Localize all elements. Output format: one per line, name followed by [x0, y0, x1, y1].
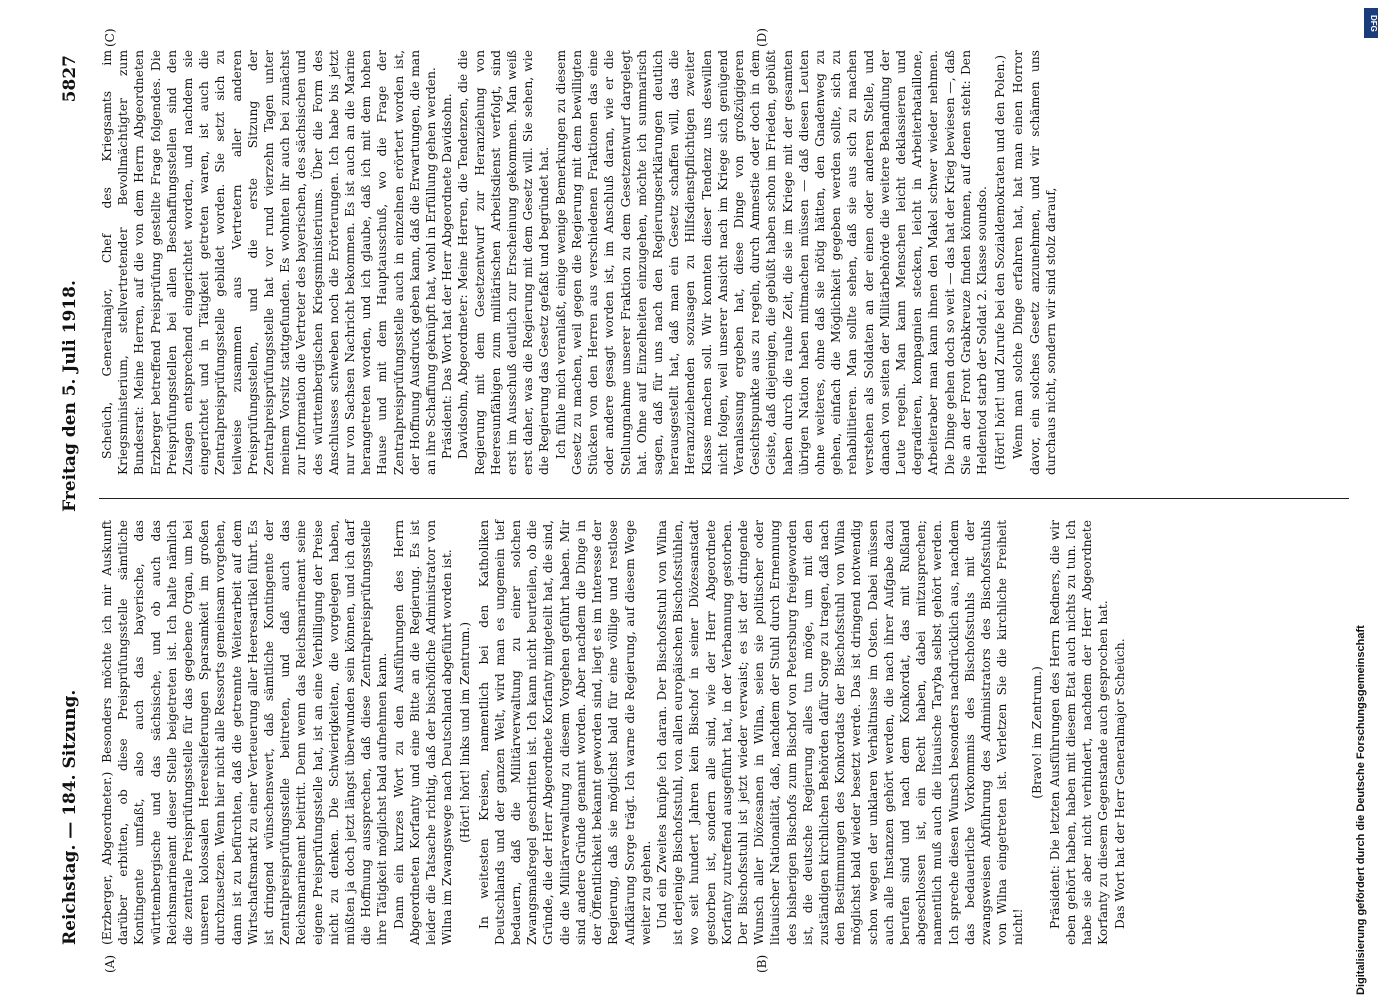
paragraph: Scheüch, Generalmajor, Chef des Kriegsamts im Kriegsministerium, stellvertretender Bevollmächtigter zum Bundesrat: Meine Herren, auf die von dem Herrn Abgeordneten Erzberger betreffend Preisprüfung gestellte Frage folgendes. Die Preisprüfungsstellen bei allen Beschaffungsstellen sind den Zusagen entsprechend eingerichtet worden, und nachdem sie eingerichtet und in Tätigkeit getreten waren, ist auch die Zentralpreisprüfungsstelle gebildet worden. Sie setzt sich zu teilweise zusammen aus Vertretern aller anderen Preisprüfungsstellen, und die erste Sitzung der Zentralpreisprüfungsstelle hat vor rund vierzehn Tagen unter meinem Vorsitz stattgefunden. Es wohnten ihr auch bei zunächst zur Information die Vertreter des bayerischen, des sächsischen und des württembergischen Kriegsministeriums. Über die Form des Anschlusses schweben noch die Erörterungen. Ich habe bis jetzt nur von Sachsen Nachricht bekommen. Es ist auch an die Marine herangetreten worden, und ich glaube, daß ich mit dem hohen Hause und mit dem Hauptausschuß, wo die Frage der Zentralpreisprüfungsstelle auch in einzelnen erörtert worden ist, der Hoffnung Ausdruck geben kann, daß die Erwartungen, die man an ihre Schaffung geknüpft hat, wohl in Erfüllung gehen werden.	[100, 50, 439, 475]
header-center: Freitag den 5. Juli 1918.	[60, 280, 80, 512]
paragraph: (Erzberger, Abgeordneter.) Besonders möchte ich mir Auskunft darüber erbitten, ob diese Preisprüfungsstelle sämtliche Kontingente umfaßt, also auch das bayerische, das württembergische und das sächsische, und ob auch das Reichsmarineamt dieser Stelle beigetreten ist. Ich halte nämlich die zentrale Preisprüfungsstelle für das gegebene Organ, um bei unseren kolossalen Heereslieferungen Sparsamkeit im großen durchzusetzen. Wenn hier nicht alle Ressorts gemeinsam vorgehen, dann ist zu befürchten, daß die getrennte Weiterarbeit auf dem Wirtschaftsmarkt zu einer Verteuerung aller Heeresartikel führt. Es ist dringend wünschenswert, daß sämtliche Kontingente der Zentralpreisprüfungsstelle beitreten, und daß auch das Reichsmarineamt beitritt. Denn wenn das Reichsmarineamt seine eigene Preisprüfungsstelle hat, ist an eine Verbilligung der Preise nicht zu denken. Die Schwierigkeiten, die vorgelegen haben, müßten ja doch jetzt längst überwunden sein können, und ich darf die Hoffnung aussprechen, daß diese Zentralpreisprüfungsstelle ihre Tätigkeit möglichst bald aufnehmen kann.	[100, 520, 390, 945]
page-header	[55, 55, 85, 945]
paragraph: Wenn man solche Dinge erfahren hat, hat man einen Horror davor, ein solches Gesetz anzunehmen, und wir schämen uns durchaus nicht, sondern wir sind stolz darauf,	[1011, 50, 1058, 475]
margin-mark-a: (A)	[103, 954, 117, 973]
interjection: (Hört! hört! links und im Zentrum.)	[458, 622, 473, 844]
margin-mark-b: (B)	[755, 954, 769, 973]
digitization-credit: Digitalisierung gefördert durch die Deutsche Forschungsgemeinschaft	[1355, 625, 1367, 995]
paragraph: Dann ein kurzes Wort zu den Ausführungen des Herrn Abgeordneten Korfanty und eine Bitte an die Regierung. Es ist leider die Tatsache richtig, daß der bischöfliche Administrator von Wilna im Zwangswege nach Deutschland abgeführt worden ist.	[391, 520, 455, 945]
margin-mark-d: (D)	[755, 28, 769, 47]
paragraph: Ich fühle mich veranlaßt, einige wenige Bemerkungen zu diesem Gesetz zu machen, weil gegen die Regierung mit dem bewilligten Stücken von den Herren aus verschiedenen Fraktionen das eine oder andere gesagt worden ist, im Anschluß daran, wie er die Stellungnahme unserer Fraktion zu dem Gesetzentwurf dargelegt hat. Ohne auf Einzelheiten einzugehen, möchte ich summarisch sagen, daß für uns nach den Regierungserklärungen deutlich herausgestellt hat, daß man ein Gesetz schaffen will, das die Heranzuziehenden sozusagen zu Hilfsdienstpflichtigen zweiter Klasse machen soll. Wir konnten dieser Tendenz uns deswillen nicht folgen, weil unserer Ansicht nach im Kriege sich genügend Veranlassung ergeben hat, diese Dinge von großzügigeren Gesichtspunkte aus zu regeln, durch Amnestie oder doch in dem Geiste, daß diejenigen, die gebüßt haben schon im Frieden, gebüßt haben durch die rauhe Zeit, die sie im Kriege mit der gesamten übrigen Nation haben mitmachen müssen — daß diesen Leuten ohne weiteres, ohne daß sie nötig hätten, den Gnadenweg zu gehen, einfach die Möglichkeit gegeben werden sollte, sich zu rehabilitieren. Man sollte sehen, daß sie aus sich zu machen verstehen als Soldaten an der einen oder anderen Stelle, und danach von seiten der Militärbehörde die weitere Behandlung der Leute regeln. Man kann Menschen leicht deklassieren und degradieren, kompagnien stecken, leicht in Arbeiterbataillone, Arbeiteraber man kann ihnen den Makel schwer wieder nehmen. Die Dinge gehen doch so weit — das hat der Krieg bewiesen —, daß Sie an der Front Grabkreuze finden können, auf denen steht: Den Heldentod starb der Soldat 2. Klasse soundso.	[553, 50, 989, 475]
left-column	[99, 520, 1128, 945]
rotated-sheet	[55, 28, 1355, 973]
column-divider	[99, 498, 1349, 499]
header-left: Reichstag. — 184. Sitzung.	[60, 689, 80, 945]
margin-mark-c: (C)	[103, 28, 117, 47]
president-remark: Präsident: Das Wort hat der Herr Abgeordnete Davidsohn.	[440, 93, 455, 459]
paragraph: Und ein Zweites knüpfe ich daran. Der Bischofsstuhl von Wilna ist derjenige Bischofsstuhl, von allen europäischen Bischofsstühlen, wo seit hundert Jahren kein Bischof in seiner Diözesanstadt gestorben ist, sondern alle sind, wie der Herr Abgeordnete Korfanty zutreffend ausgeführt hat, in der Verbannung gestorben. Der Bischofsstuhl ist jetzt wieder verwaist; es ist der dringende Wunsch aller Diözesanen in Wilna, seien sie politischer oder litauischer Nationalität, daß, nachdem der Stuhl durch Ernennung des bisherigen Bischofs zum Bischof von Petersburg freigeworden ist, die deutsche Regierung alles tun möge, um mit den zuständigen kirchlichen Behörden dafür Sorge zu tragen, daß nach den Bestimmungen des Konkordats der Bischofsstuhl von Wilna möglichst bald wieder besetzt werde. Das ist dringend notwendig schon wegen der unklaren Verhältnisse im Osten. Dabei müssen auch alle Instanzen gehört werden, die nach ihrer Aufgabe dazu berufen sind und nach dem Konkordat, das mit Rußland abgeschlossen ist, ein Recht haben, dabei mitzusprechen; namentlich muß auch die litauische Taryba selbst gehört werden. Ich spreche diesen Wunsch besonders nachdrücklich aus, nachdem das bedauerliche Vorkommnis des Bischofsstuhls mit der zwangsweisen Abführung des Administrators des Bischofsstuhls von Wilna eingetreten ist. Verletzen Sie die kirchliche Freiheit nicht!	[654, 520, 1026, 945]
interjection: (Bravo! im Zentrum.)	[1029, 666, 1044, 799]
president-remark: Das Wort hat der Herr Generalmajor Scheüch.	[1112, 638, 1127, 929]
right-column	[99, 50, 1059, 475]
president-remark: Präsident: Die letzten Ausführungen des Herrn Redners, die wir eben gehört haben, haben mit diesem Etat auch nichts zu tun. Ich habe sie aber nicht verhindert, nachdem der Herr Abgeordnete Korfanty zu diesem Gegenstande auch gesprochen hat.	[1047, 520, 1111, 945]
dfg-logo: DFG	[1364, 8, 1378, 38]
page-number: 5827	[60, 55, 80, 103]
paragraph: Davidsohn, Abgeordneter: Meine Herren, die Tendenzen, die die Regierung mit dem Gesetzentwurf zur Heranziehung von Heeresunfähigen zum militärischen Arbeitsdienst verfolgt, sind erst im Ausschuß deutlich zur Erscheinung gekommen. Man weiß erst daher, was die Regierung mit dem Gesetz will. Sie sehen, wie die Regierung das Gesetz gefaßt und begründet hat.	[456, 50, 552, 475]
paragraph: In weitesten Kreisen, namentlich bei den Katholiken Deutschlands und der ganzen Welt, wird man es ungemein tief bedauern, daß die Militärverwaltung zu einer solchen Zwangsmaßregel geschritten ist. Ich kann nicht beurteilen, ob die Gründe, die der Herr Abgeordnete Korfanty mitgeteilt hat, die sind, die die Militärverwaltung zu diesem Vorgehen geführt haben. Mir sind andere Gründe genannt worden. Aber nachdem die Dinge in der Öffentlichkeit bekannt geworden sind, liegt es im Interesse der Regierung, daß sie möglichst bald für eine völlige und restlose Aufklärung Sorge trägt. Ich warne die Regierung, auf diesem Wege weiter zu gehen.	[476, 520, 653, 945]
interjection: (Hört! hört! und Zurufe bei den Sozialdemokraten und den Polen.)	[993, 54, 1008, 471]
